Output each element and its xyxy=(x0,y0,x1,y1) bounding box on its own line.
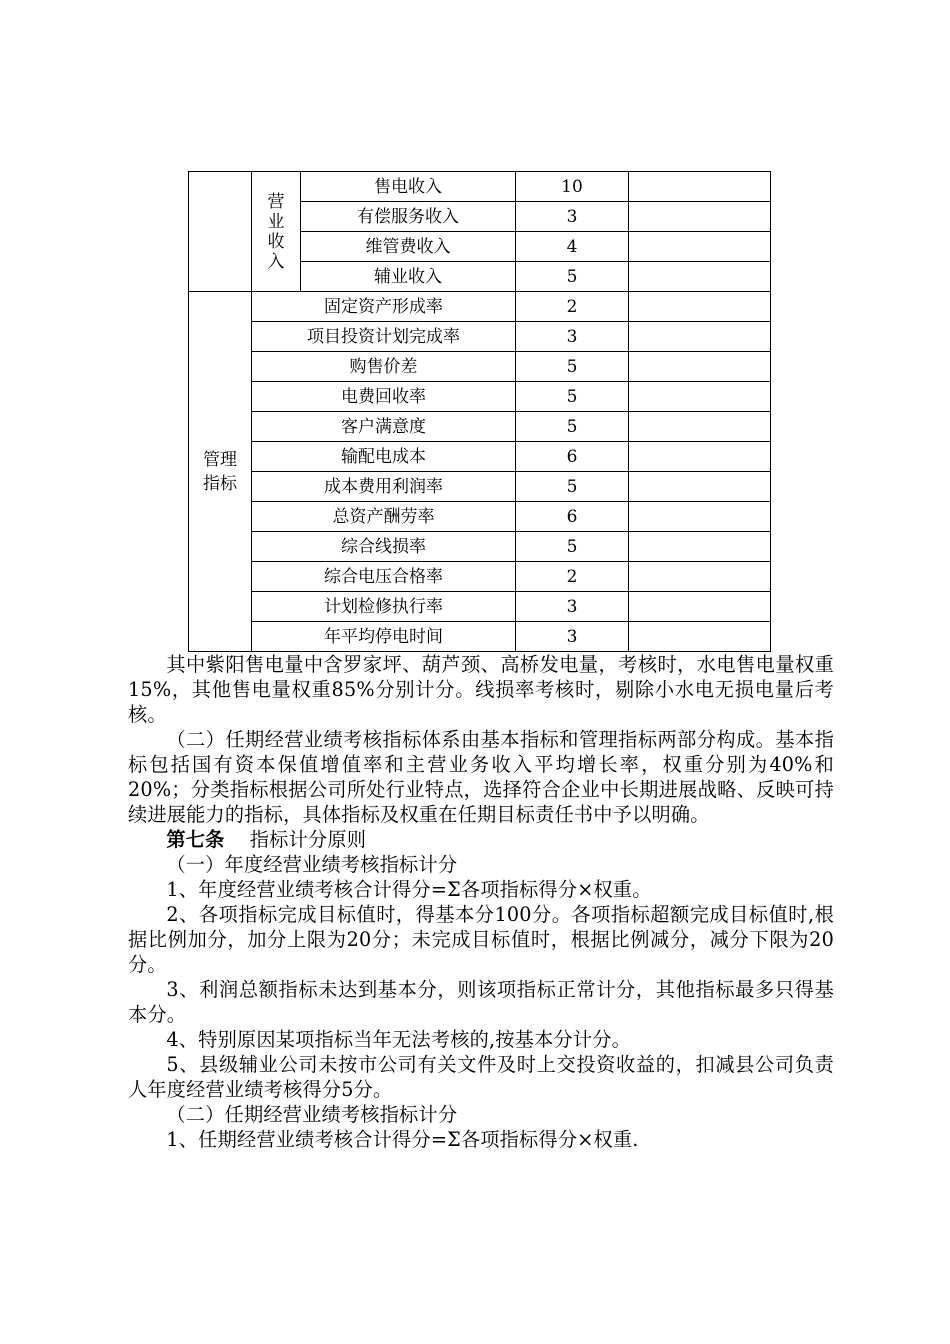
indicator-weight: 5 xyxy=(516,352,629,382)
indicator-note xyxy=(629,472,771,502)
term-item-1: 1、任期经营业绩考核合计得分=Σ各项指标得分×权重. xyxy=(166,1128,639,1151)
annual-item-1: 1、年度经营业绩考核合计得分=Σ各项指标得分×权重。 xyxy=(166,878,652,901)
indicator-name: 计划检修执行率 xyxy=(252,592,516,622)
section-term: （二）任期经营业绩考核指标计分 xyxy=(166,1103,458,1126)
indicator-note xyxy=(629,262,771,292)
table-row xyxy=(189,412,771,442)
indicator-weight: 5 xyxy=(516,262,629,292)
indicator-name: 购售价差 xyxy=(252,352,516,382)
table-row xyxy=(189,622,771,652)
indicator-note xyxy=(629,532,771,562)
table-row xyxy=(189,352,771,382)
indicator-note xyxy=(629,412,771,442)
article-label: 第七条 xyxy=(166,828,225,851)
indicator-weight: 4 xyxy=(516,232,629,262)
section-annual: （一）年度经营业绩考核指标计分 xyxy=(166,853,458,876)
indicator-note xyxy=(629,382,771,412)
annual-item-5: 5、县级辅业公司未按市公司有关文件及时上交投资收益的，扣减县公司负责人年度经营业绩考核得分5分。 xyxy=(128,1053,834,1101)
table-row xyxy=(189,382,771,412)
indicator-note xyxy=(629,442,771,472)
indicator-note xyxy=(629,622,771,652)
indicator-name: 售电收入 xyxy=(301,172,516,202)
paragraph-note: 其中紫阳售电量中含罗家坪、葫芦颈、高桥发电量，考核时，水电售电量权重15%，其他售电量权重85%分别计分。线损率考核时，剔除小水电无损电量后考核。 xyxy=(128,653,834,726)
table-row xyxy=(189,562,771,592)
annual-item-2: 2、各项指标完成目标值时，得基本分100分。各项指标超额完成目标值时,根据比例加分，加分上限为20分；未完成目标值时，根据比例减分，减分下限为20分。 xyxy=(128,903,834,976)
indicator-name: 电费回收率 xyxy=(252,382,516,412)
table-row xyxy=(189,472,771,502)
indicator-weight: 5 xyxy=(516,382,629,412)
indicator-name: 综合电压合格率 xyxy=(252,562,516,592)
indicator-weight: 6 xyxy=(516,502,629,532)
indicator-name: 项目投资计划完成率 xyxy=(252,322,516,352)
article-title: 指标计分原则 xyxy=(249,828,367,851)
annual-item-3: 3、利润总额指标未达到基本分，则该项指标正常计分，其他指标最多只得基本分。 xyxy=(128,978,834,1026)
indicator-note xyxy=(629,352,771,382)
indicator-weight: 3 xyxy=(516,622,629,652)
paragraph-term-indicators: （二）任期经营业绩考核指标体系由基本指标和管理指标两部分构成。基本指标包括国有资本保值增值率和主营业务收入平均增长率，权重分别为40%和20%；分类指标根据公司所处行业特点，选择符合企业中长期进展战略、反映可持续进展能力的指标，具体指标及权重在任期目标责任书中予以明确。 xyxy=(128,728,834,826)
table-row xyxy=(189,592,771,622)
indicator-table xyxy=(188,171,771,652)
annual-item-4: 4、特别原因某项指标当年无法考核的,按基本分计分。 xyxy=(166,1028,632,1051)
indicator-name: 辅业收入 xyxy=(301,262,516,292)
indicator-weight: 6 xyxy=(516,442,629,472)
indicator-weight: 3 xyxy=(516,322,629,352)
indicator-name: 综合线损率 xyxy=(252,532,516,562)
table-row xyxy=(189,322,771,352)
indicator-weight: 5 xyxy=(516,412,629,442)
article-heading xyxy=(128,827,834,852)
indicator-note xyxy=(629,172,771,202)
revenue-group-label: 营 业 收 入 xyxy=(252,172,301,292)
indicator-name: 成本费用利润率 xyxy=(252,472,516,502)
indicator-note xyxy=(629,502,771,532)
table-row xyxy=(189,532,771,562)
indicator-note xyxy=(629,232,771,262)
table-row xyxy=(189,442,771,472)
indicator-name: 输配电成本 xyxy=(252,442,516,472)
indicator-note xyxy=(629,322,771,352)
indicator-note xyxy=(629,592,771,622)
indicator-name: 有偿服务收入 xyxy=(301,202,516,232)
indicator-note xyxy=(629,562,771,592)
indicator-weight: 2 xyxy=(516,292,629,322)
indicator-weight: 3 xyxy=(516,592,629,622)
indicator-weight: 5 xyxy=(516,472,629,502)
indicator-name: 维管费收入 xyxy=(301,232,516,262)
indicator-note xyxy=(629,292,771,322)
indicator-weight: 3 xyxy=(516,202,629,232)
table-row xyxy=(189,292,771,322)
category-cell xyxy=(189,172,252,292)
indicator-weight: 5 xyxy=(516,532,629,562)
indicator-table-body xyxy=(189,172,771,652)
indicator-name: 年平均停电时间 xyxy=(252,622,516,652)
indicator-note xyxy=(629,202,771,232)
indicator-name: 总资产酬劳率 xyxy=(252,502,516,532)
indicator-name: 固定资产形成率 xyxy=(252,292,516,322)
table-row xyxy=(189,172,771,202)
table-row xyxy=(189,502,771,532)
indicator-weight: 2 xyxy=(516,562,629,592)
indicator-name: 客户满意度 xyxy=(252,412,516,442)
indicator-weight: 10 xyxy=(516,172,629,202)
mgmt-group-label: 管理 指标 xyxy=(189,292,252,652)
body-text xyxy=(128,652,834,1152)
